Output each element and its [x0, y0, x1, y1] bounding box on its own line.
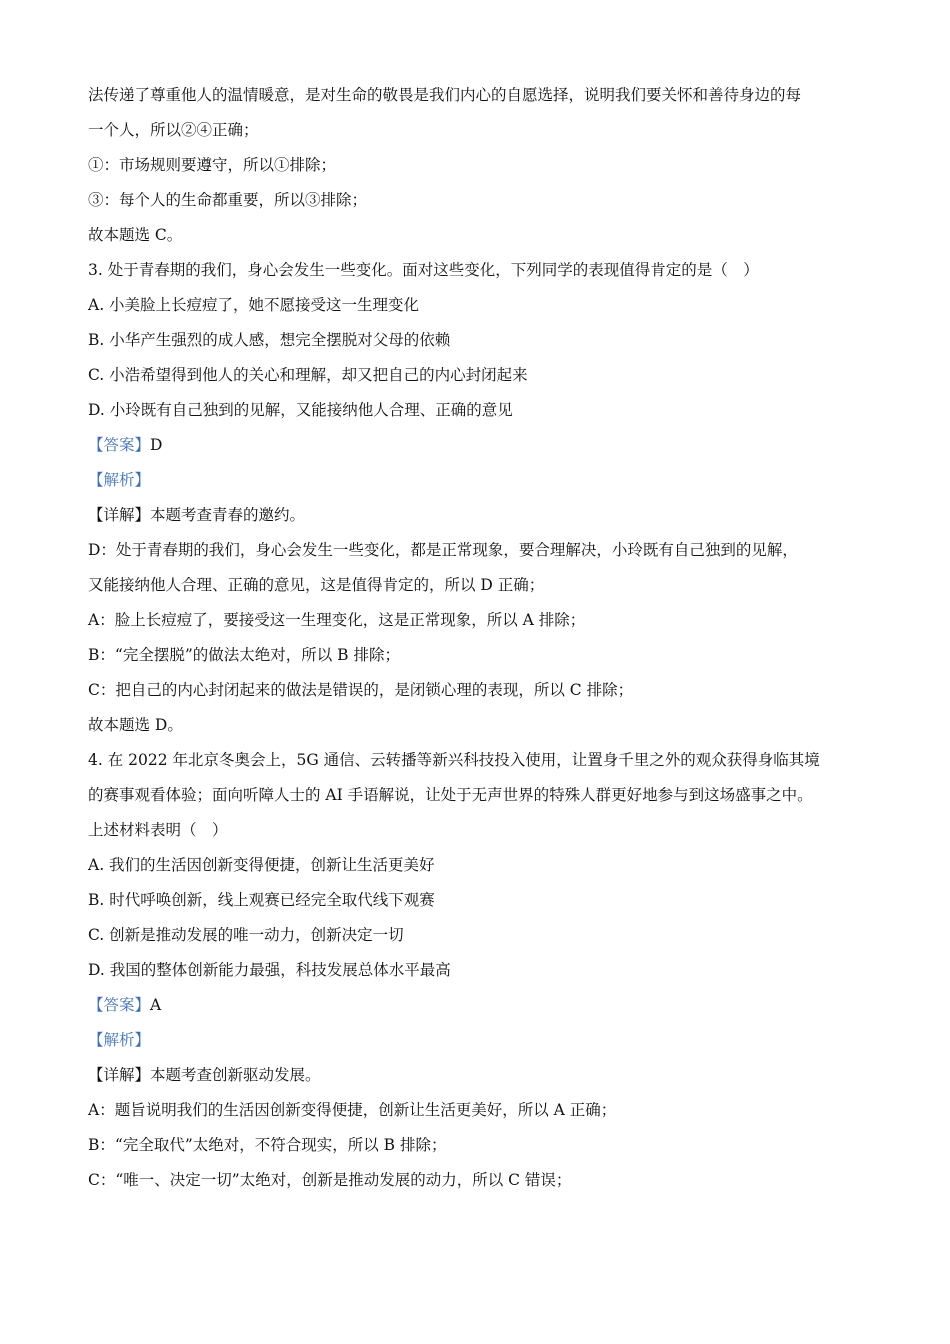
q2-analysis-line-4: ③：每个人的生命都重要，所以③排除； [88, 191, 368, 209]
q3-stem: 3. 处于青春期的我们，身心会发生一些变化。面对这些变化，下列同学的表现值得肯定的是（ ） [88, 261, 759, 279]
answer-tag: 【答案】 [88, 436, 151, 454]
q4-detail-2: A：题旨说明我们的生活因创新变得便捷，创新让生活更美好，所以 A 正确； [88, 1101, 617, 1119]
q4-stem-3: 上述材料表明（ ） [88, 821, 228, 839]
q3-option-d: D. 小玲既有自己独到的见解，又能接纳他人合理、正确的意见 [88, 401, 513, 419]
q2-analysis-line-1: 法传递了尊重他人的温情暖意，是对生命的敬畏是我们内心的自愿选择，说明我们要关怀和善待身边的每 [88, 86, 802, 104]
q4-option-b: B. 时代呼唤创新，线上观赛已经完全取代线下观赛 [88, 891, 435, 909]
q4-answer [88, 988, 868, 1023]
q4-stem-2: 的赛事观看体验；面向听障人士的 AI 手语解说，让处于无声世界的特殊人群更好地参与到这场盛事之中。 [88, 786, 813, 804]
answer-tag: 【答案】 [88, 996, 151, 1014]
q4-detail-3: B：“完全取代”太绝对，不符合现实，所以 B 排除； [88, 1136, 447, 1154]
q4-option-a: A. 我们的生活因创新变得便捷，创新让生活更美好 [88, 856, 435, 874]
q3-detail-2: D：处于青春期的我们，身心会发生一些变化，都是正常现象，要合理解决，小玲既有自己独到的见解， [88, 541, 798, 559]
document-page [88, 78, 868, 1198]
answer-value: D [150, 436, 163, 454]
q4-option-c: C. 创新是推动发展的唯一动力，创新决定一切 [88, 926, 404, 944]
q3-detail-6: C：把自己的内心封闭起来的做法是错误的，是闭锁心理的表现，所以 C 排除； [88, 681, 634, 699]
q4-stem-1: 4. 在 2022 年北京冬奥会上，5G 通信、云转播等新兴科技投入使用，让置身千里之外的观众获得身临其境 [88, 751, 820, 769]
q3-option-a: A. 小美脸上长痘痘了，她不愿接受这一生理变化 [88, 296, 420, 314]
q3-detail-1: 【详解】本题考查青春的邀约。 [88, 506, 306, 524]
q3-detail-3: 又能接纳他人合理、正确的意见，这是值得肯定的，所以 D 正确； [88, 576, 545, 594]
q4-option-d: D. 我国的整体创新能力最强，科技发展总体水平最高 [88, 961, 451, 979]
q4-detail-4: C：“唯一、决定一切”太绝对，创新是推动发展的动力，所以 C 错误； [88, 1171, 572, 1189]
q4-detail-1: 【详解】本题考查创新驱动发展。 [88, 1066, 321, 1084]
q3-analysis-tag: 【解析】 [88, 471, 151, 489]
answer-value: A [150, 996, 162, 1014]
q3-option-c: C. 小浩希望得到他人的关心和理解，却又把自己的内心封闭起来 [88, 366, 528, 384]
q3-detail-5: B：“完全摆脱”的做法太绝对，所以 B 排除； [88, 646, 400, 664]
q2-analysis-line-2: 一个人，所以②④正确； [88, 121, 259, 139]
q3-conclusion: 故本题选 D。 [88, 716, 183, 734]
q3-option-b: B. 小华产生强烈的成人感，想完全摆脱对父母的依赖 [88, 331, 451, 349]
q2-analysis-line-3: ①：市场规则要遵守，所以①排除； [88, 156, 337, 174]
q3-detail-4: A：脸上长痘痘了，要接受这一生理变化，这是正常现象，所以 A 排除； [88, 611, 586, 629]
q2-conclusion: 故本题选 C。 [88, 226, 183, 244]
q3-answer [88, 428, 868, 463]
q4-analysis-tag: 【解析】 [88, 1031, 151, 1049]
